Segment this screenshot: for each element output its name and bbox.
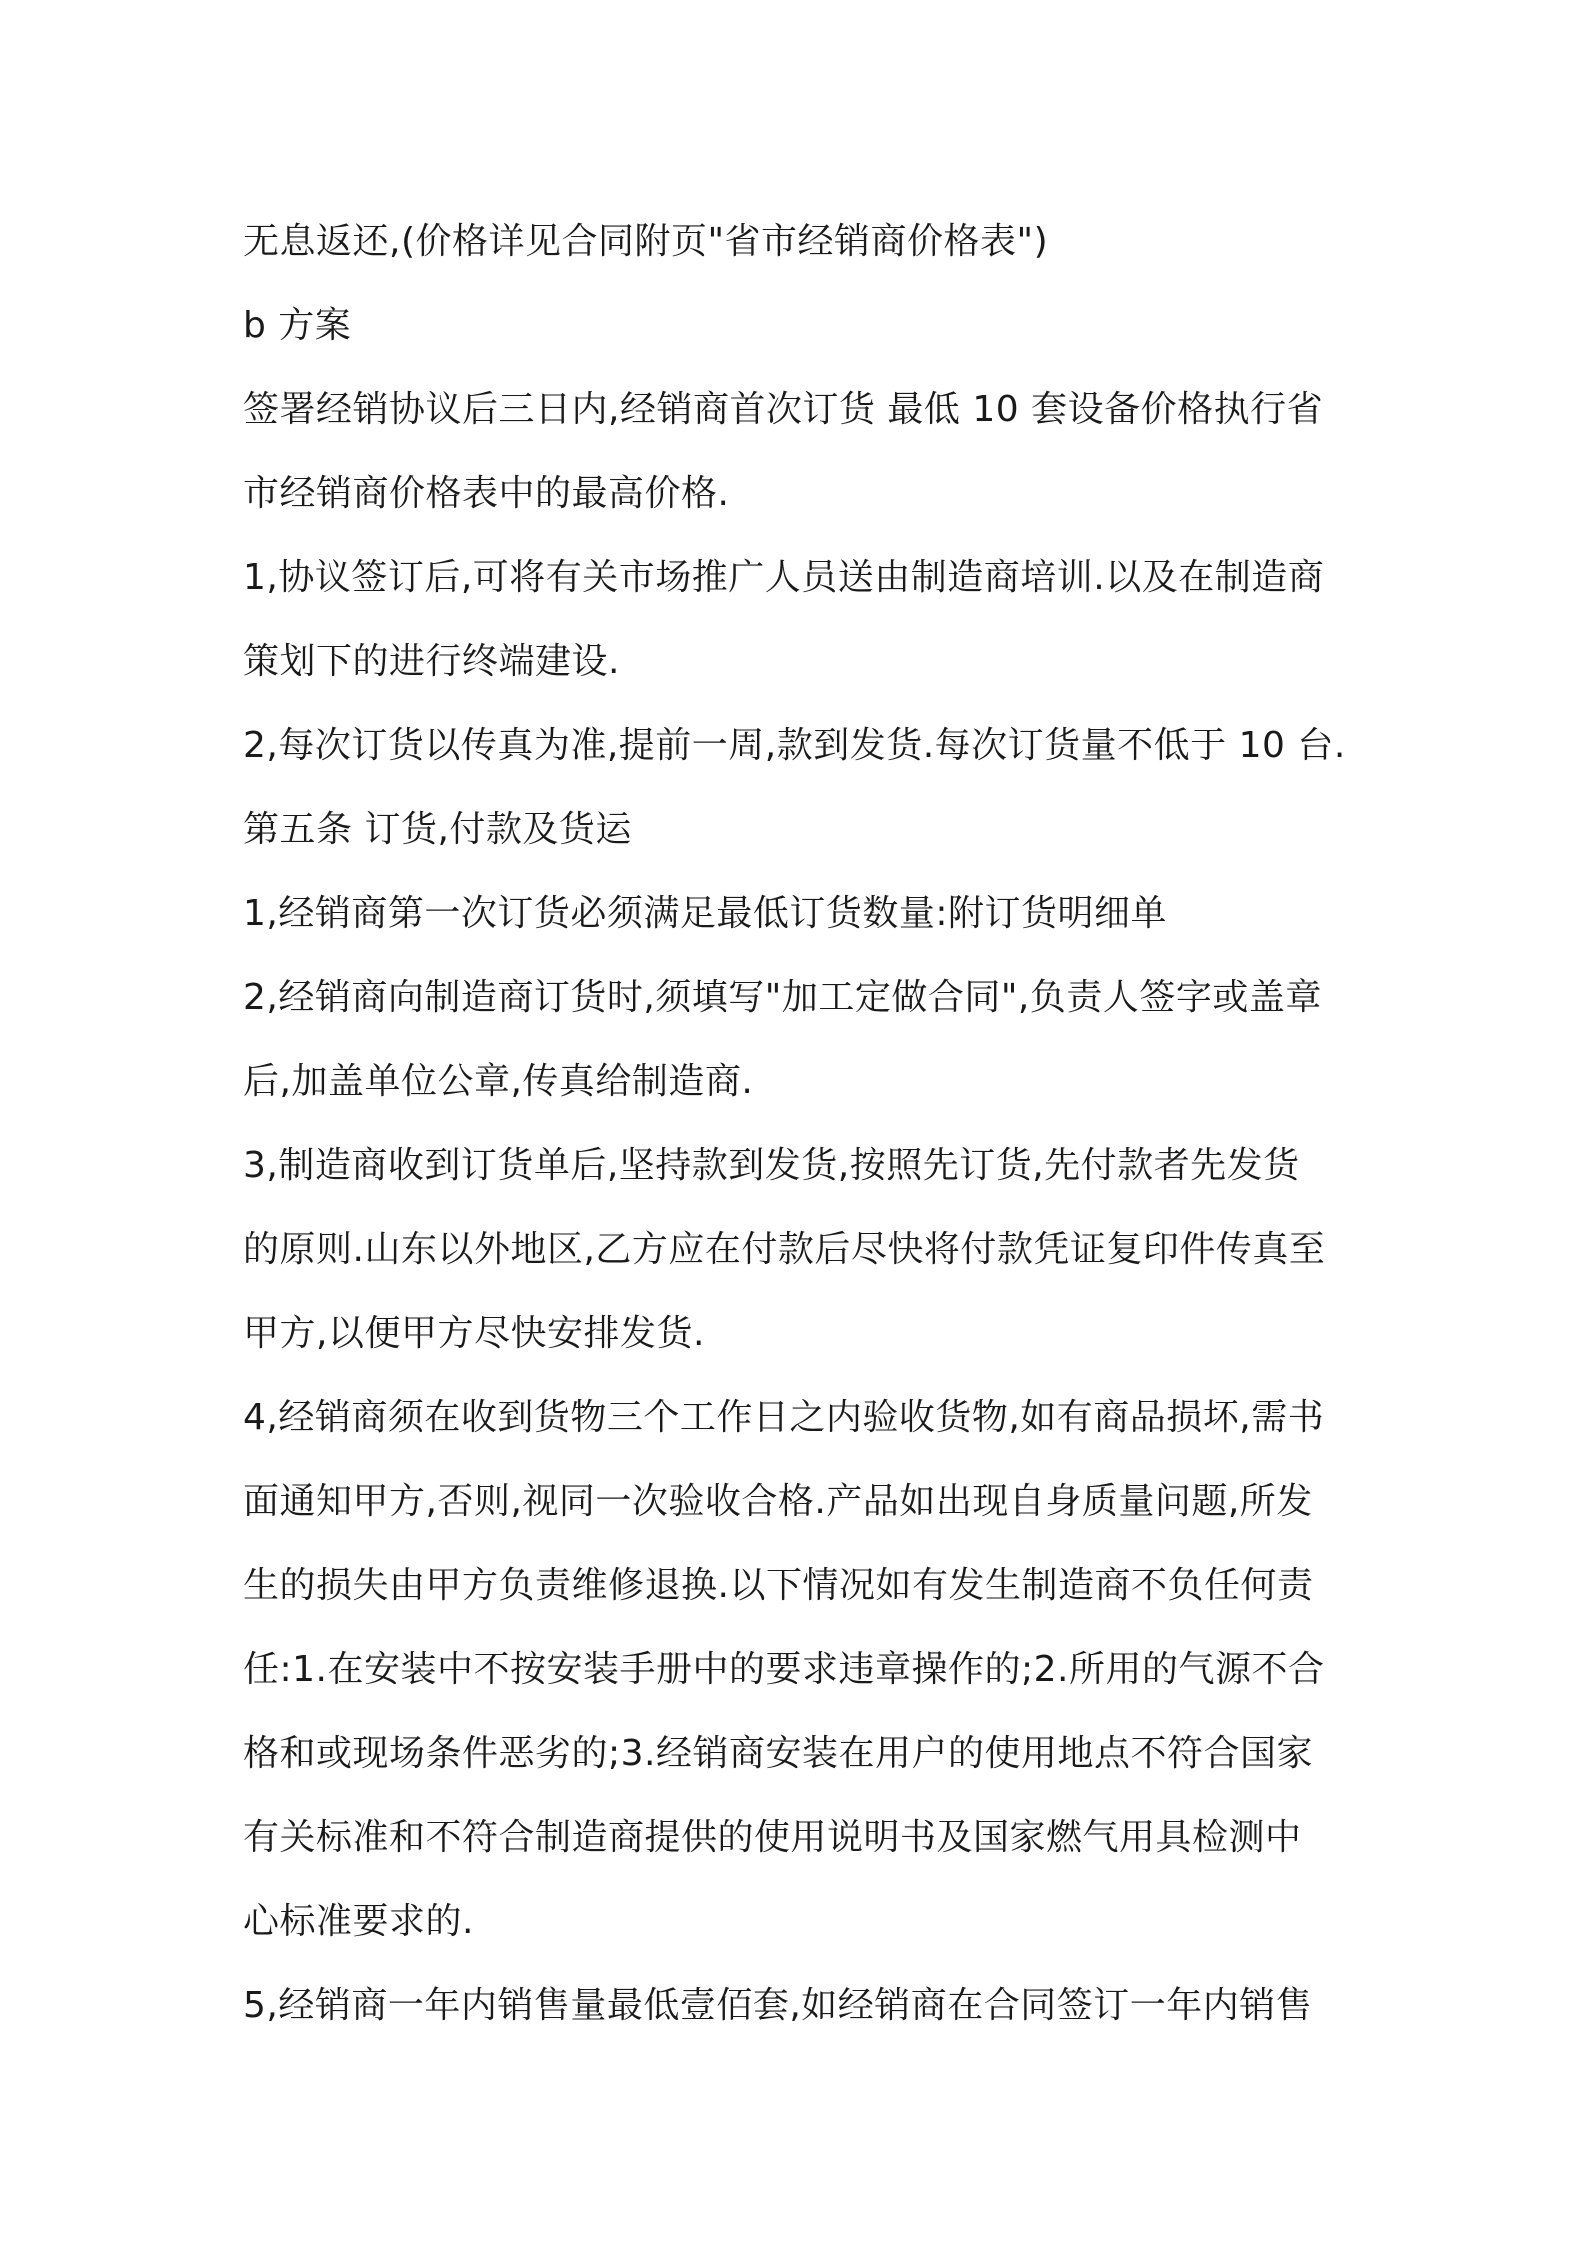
text-line: 甲方,以便甲方尽快安排发货. (243, 1313, 705, 1354)
text-line: 1,协议签订后,可将有关市场推广人员送由制造商培训.以及在制造商 (243, 557, 1325, 598)
text-line: 1,经销商第一次订货必须满足最低订货数量:附订货明细单 (243, 893, 1167, 934)
section-heading: b 方案 (243, 305, 352, 346)
text-line: 3,制造商收到订货单后,坚持款到发货,按照先订货,先付款者先发货 (243, 1145, 1300, 1186)
text-line: 后,加盖单位公章,传真给制造商. (243, 1061, 754, 1102)
text-line: 有关标准和不符合制造商提供的使用说明书及国家燃气用具检测中 (243, 1817, 1302, 1858)
text-line: 2,每次订货以传真为准,提前一周,款到发货.每次订货量不低于 10 台. (243, 725, 1346, 766)
text-line: 4,经销商须在收到货物三个工作日之内验收货物,如有商品损坏,需书 (243, 1397, 1325, 1438)
text-line: 任:1.在安装中不按安装手册中的要求违章操作的;2.所用的气源不合 (243, 1649, 1325, 1690)
article-heading: 第五条 订货,付款及货运 (243, 809, 632, 850)
text-line: 心标准要求的. (243, 1901, 474, 1942)
text-line: 5,经销商一年内销售量最低壹佰套,如经销商在合同签订一年内销售 (243, 1985, 1313, 2026)
text-line: 2,经销商向制造商订货时,须填写"加工定做合同",负责人签字或盖章 (243, 977, 1322, 1018)
text-line: 面通知甲方,否则,视同一次验收合格.产品如出现自身质量问题,所发 (243, 1481, 1313, 1522)
text-line: 生的损失由甲方负责维修退换.以下情况如有发生制造商不负任何责 (243, 1565, 1314, 1606)
contract-text (243, 200, 1363, 2048)
text-line: 无息返还,(价格详见合同附页"省市经销商价格表") (243, 221, 1049, 262)
text-line: 市经销商价格表中的最高价格. (243, 473, 730, 514)
text-line: 的原则.山东以外地区,乙方应在付款后尽快将付款凭证复印件传真至 (243, 1229, 1326, 1270)
text-line: 策划下的进行终端建设. (243, 641, 620, 682)
text-line: 格和或现场条件恶劣的;3.经销商安装在用户的使用地点不符合国家 (243, 1733, 1313, 1774)
text-line: 签署经销协议后三日内,经销商首次订货 最低 10 套设备价格执行省 (243, 389, 1324, 430)
